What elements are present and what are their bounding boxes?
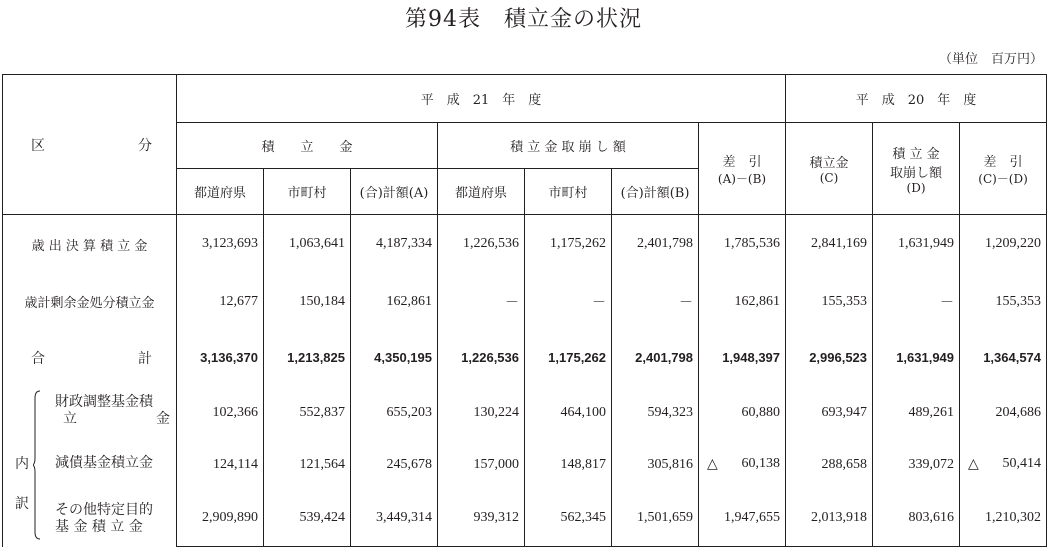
- cell: 1,785,536: [699, 215, 786, 274]
- cell: 124,114: [177, 440, 264, 490]
- triangle-icon: △: [707, 457, 718, 472]
- cell: △ 60,138: [699, 440, 786, 490]
- cell: 3,123,693: [177, 215, 264, 274]
- header-tsumitatekin-c: 積立金 (C): [786, 123, 873, 215]
- cell: 1,501,659: [612, 490, 699, 547]
- cell: －: [873, 274, 960, 330]
- cell: 204,686: [960, 386, 1047, 440]
- unit-note: （単位 百万円）: [938, 52, 1043, 67]
- cell: －: [438, 274, 525, 330]
- header-fy21: 平 成 21 年 度: [177, 75, 786, 123]
- cell: 1,947,655: [699, 490, 786, 547]
- cell: 245,678: [351, 440, 438, 490]
- cell: 2,013,918: [786, 490, 873, 547]
- cell: 562,345: [525, 490, 612, 547]
- cell: 4,350,195: [351, 330, 438, 386]
- page-title: 第94表 積立金の状況: [405, 7, 642, 32]
- cell: 102,366: [177, 386, 264, 440]
- cell: 130,224: [438, 386, 525, 440]
- cell: 1,631,949: [873, 330, 960, 386]
- cell: 1,175,262: [525, 215, 612, 274]
- header-tsumitatekin: 積 立 金: [177, 123, 438, 169]
- cell: △ 50,414: [960, 440, 1047, 490]
- cell: 803,616: [873, 490, 960, 547]
- cell: 162,861: [351, 274, 438, 330]
- header-kubun: 区 分: [3, 75, 177, 215]
- cell: 1,226,536: [438, 215, 525, 274]
- cell: 2,401,798: [612, 330, 699, 386]
- uchiwake-block: [3, 386, 177, 547]
- cell: 594,323: [612, 386, 699, 440]
- header-todofuken-b: 都道府県: [438, 169, 525, 215]
- cell: 3,136,370: [177, 330, 264, 386]
- uchiwake-label: 内 訳: [15, 455, 29, 512]
- cell: －: [612, 274, 699, 330]
- cell: 3,449,314: [351, 490, 438, 547]
- cell: 4,187,334: [351, 215, 438, 274]
- header-shichoson-b: 市町村: [525, 169, 612, 215]
- row-label-jouyokin: 歳計剰余金処分積立金: [3, 274, 177, 330]
- header-sahiki-ab: 差 引 (A)－(B): [699, 123, 786, 215]
- cell: 489,261: [873, 386, 960, 440]
- cell: 121,564: [264, 440, 351, 490]
- cell: 157,000: [438, 440, 525, 490]
- cell: 1,175,262: [525, 330, 612, 386]
- cell: 693,947: [786, 386, 873, 440]
- cell: 1,631,949: [873, 215, 960, 274]
- cell: 1,063,641: [264, 215, 351, 274]
- cell: 464,100: [525, 386, 612, 440]
- cell: 1,948,397: [699, 330, 786, 386]
- cell: 339,072: [873, 440, 960, 490]
- header-shichoson-a: 市町村: [264, 169, 351, 215]
- header-todofuken-a: 都道府県: [177, 169, 264, 215]
- header-torikuzushi-d: 積 立 金 取崩し額 (D): [873, 123, 960, 215]
- header-gokei-b: (合)計額(B): [612, 169, 699, 215]
- cell: 148,817: [525, 440, 612, 490]
- cell: 1,209,220: [960, 215, 1047, 274]
- cell: －: [525, 274, 612, 330]
- cell: 2,996,523: [786, 330, 873, 386]
- cell: 2,841,169: [786, 215, 873, 274]
- triangle-icon: △: [968, 457, 979, 472]
- row-label-gokei: 合 計: [3, 330, 177, 386]
- cell: 288,658: [786, 440, 873, 490]
- reserve-fund-table: [2, 74, 1047, 547]
- header-gokei-a: (合)計額(A): [351, 169, 438, 215]
- cell: 2,909,890: [177, 490, 264, 547]
- cell: 155,353: [786, 274, 873, 330]
- row-label-zaisei: 財政調整基金積 立 金: [55, 393, 170, 427]
- header-sahiki-cd: 差 引 (C)－(D): [960, 123, 1047, 215]
- cell: 655,203: [351, 386, 438, 440]
- cell: 1,213,825: [264, 330, 351, 386]
- header-torikuzushi: 積 立 金 取 崩 し 額: [438, 123, 699, 169]
- cell: 2,401,798: [612, 215, 699, 274]
- cell: 539,424: [264, 490, 351, 547]
- row-label-gensai: 減債基金積立金: [55, 454, 153, 471]
- row-label-sonota: その他特定目的 基 金 積 立 金: [55, 501, 153, 535]
- cell: 12,677: [177, 274, 264, 330]
- cell: 1,210,302: [960, 490, 1047, 547]
- cell: 305,816: [612, 440, 699, 490]
- cell: 1,364,574: [960, 330, 1047, 386]
- cell: 155,353: [960, 274, 1047, 330]
- cell: 60,880: [699, 386, 786, 440]
- cell: 939,312: [438, 490, 525, 547]
- cell: 1,226,536: [438, 330, 525, 386]
- cell: 150,184: [264, 274, 351, 330]
- cell: 162,861: [699, 274, 786, 330]
- header-fy20: 平 成 20 年 度: [786, 75, 1047, 123]
- cell: 552,837: [264, 386, 351, 440]
- row-label-saishutsu: 歳 出 決 算 積 立 金: [3, 215, 177, 274]
